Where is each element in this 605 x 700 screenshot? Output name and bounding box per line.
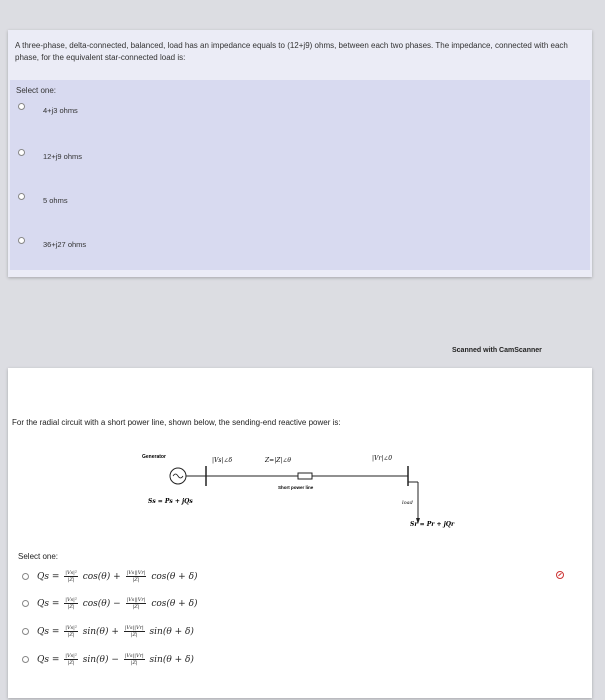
fraction [64,625,78,638]
frac-numerator: |Vs||Vr| [126,597,146,603]
q2-option-1-equation [37,570,198,583]
q1-option-4[interactable] [18,232,86,249]
radio-button-icon[interactable] [22,600,29,607]
radio-button-icon[interactable] [22,573,29,580]
sending-voltage-label: |Vs|∠δ [212,457,233,464]
select-one-label: Select one: [16,86,57,95]
frac-numerator: |Vs||Vr| [124,653,144,659]
frac-denominator: |Z| [67,632,75,638]
impedance-box [298,473,312,479]
radio-button-icon[interactable] [18,149,25,156]
q2-option-3[interactable] [22,625,194,638]
q2-option-2[interactable] [22,597,198,610]
frac-numerator: |Vs|² [65,653,77,659]
frac-numerator: |Vs|² [65,597,77,603]
eq-term: sin(θ) − [82,655,119,665]
eq-term: cos(θ) + [82,572,121,582]
frac-denominator: |Z| [130,660,138,666]
fraction [124,625,145,638]
fraction [64,597,78,610]
q1-option-1[interactable] [18,98,78,115]
radio-button-icon[interactable] [18,193,25,200]
frac-numerator: |Vs|² [65,570,77,576]
q1-option-4-label: 36+j27 ohms [43,240,87,249]
line-label: Short power line [278,485,314,490]
fraction [126,597,147,610]
frac-denominator: |Z| [67,604,75,610]
receiving-power-label: Sr = Pr + jQr [410,521,455,528]
q2-option-4-equation [37,653,194,666]
eq-term: sin(θ) + [82,627,119,637]
q2-option-4[interactable] [22,653,194,666]
q1-option-2[interactable] [18,144,82,161]
frac-denominator: |Z| [67,660,75,666]
q1-option-2-label: 12+j9 ohms [43,152,82,161]
frac-denominator: |Z| [130,632,138,638]
eq-term: cos(θ) − [82,599,121,609]
impedance-label: Z=|Z|∠θ [265,457,292,464]
select-one-label: Select one: [18,552,59,561]
frac-numerator: |Vs||Vr| [126,570,146,576]
q2-option-3-equation [37,625,194,638]
eq-lhs: Qs = [37,627,60,637]
radio-button-icon[interactable] [18,237,25,244]
eq-lhs: Qs = [37,572,60,582]
frac-denominator: |Z| [132,604,140,610]
frac-numerator: |Vs||Vr| [124,625,144,631]
fraction [124,653,145,666]
q1-option-3[interactable] [18,188,68,205]
q1-option-3-label: 5 ohms [43,196,68,205]
eq-lhs: Qs = [37,655,60,665]
q2-option-2-equation [37,597,198,610]
eq-term: sin(θ + δ) [149,627,194,637]
question-1-options-panel [10,80,590,270]
flag-question-icon[interactable] [556,571,564,579]
eq-term: sin(θ + δ) [149,655,194,665]
load-label: load [402,500,413,506]
question-1-text: A three-phase, delta-connected, balanced, load has an impedance equals to (12+j9) ohms, between each two phases. The impedance, connected with each phase, for the equivalent star-connected load is: [15,41,568,62]
eq-term: cos(θ + δ) [151,599,198,609]
receiving-voltage-label: |Vr|∠0 [372,455,393,462]
fraction [126,570,147,583]
radio-button-icon[interactable] [22,628,29,635]
frac-denominator: |Z| [67,577,75,583]
eq-lhs: Qs = [37,599,60,609]
radio-button-icon[interactable] [22,656,29,663]
radial-circuit-diagram [140,448,480,528]
sine-wave-icon [173,474,183,478]
generator-label: Generator [142,454,166,460]
fraction [64,653,78,666]
camscanner-watermark: Scanned with CamScanner [452,347,542,354]
fraction [64,570,78,583]
frac-numerator: |Vs|² [65,625,77,631]
sending-power-label: Ss = Ps + jQs [148,498,193,505]
frac-denominator: |Z| [132,577,140,583]
q1-option-1-label: 4+j3 ohms [43,106,78,115]
eq-term: cos(θ + δ) [151,572,198,582]
q2-option-1[interactable] [22,570,198,583]
radio-button-icon[interactable] [18,103,25,110]
question-2-text: For the radial circuit with a short power line, shown below, the sending-end reactive power is: [12,418,341,427]
